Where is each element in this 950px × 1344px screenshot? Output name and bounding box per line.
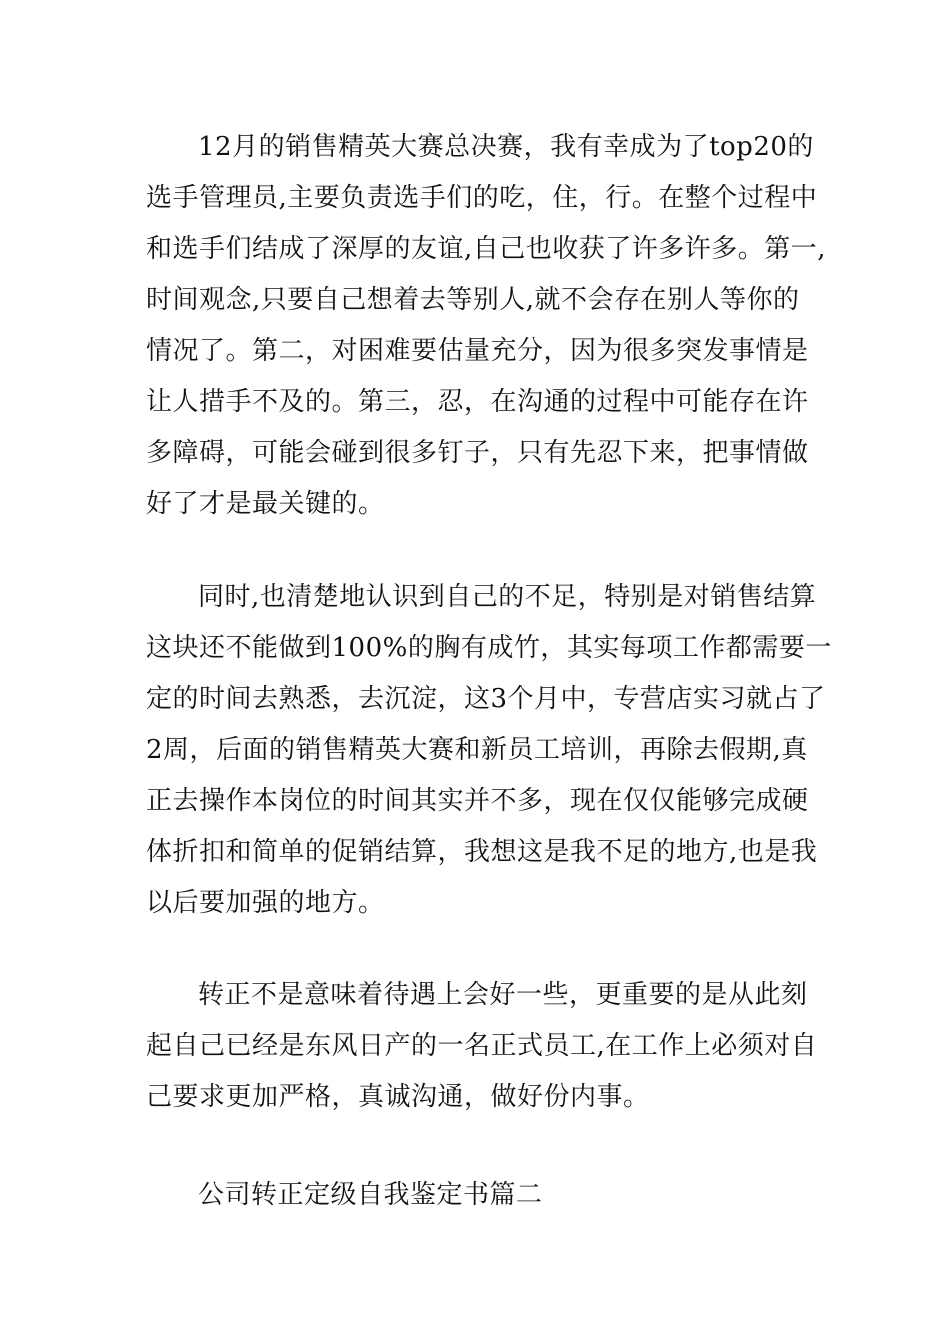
paragraph-line: 情况了。第二，对困难要估量充分，因为很多突发事情是	[146, 336, 809, 366]
paragraph-line: 己要求更加严格，真诚沟通，做好份内事。	[146, 1082, 650, 1112]
paragraph-line: 体折扣和简单的促销结算，我想这是我不足的地方,也是我	[146, 837, 818, 867]
paragraph-line: 转正不是意味着待遇上会好一些，更重要的是从此刻	[198, 980, 808, 1010]
paragraph-line: 多障碍，可能会碰到很多钉子，只有先忍下来，把事情做	[146, 438, 809, 468]
paragraph-line: 定的时间去熟悉，去沉淀，这3个月中，专营店实习就占了	[146, 684, 826, 714]
paragraph-line: 这块还不能做到100%的胸有成竹，其实每项工作都需要一	[146, 633, 832, 663]
paragraph-line: 同时,也清楚地认识到自己的不足，特别是对销售结算	[198, 582, 817, 612]
paragraph-1	[146, 122, 827, 530]
paragraph-line: 以后要加强的地方。	[146, 888, 385, 918]
section-heading	[146, 1170, 806, 1221]
paragraph-line: 让人措手不及的。第三，忍，在沟通的过程中可能存在许	[146, 387, 809, 417]
paragraph-line: 起自己已经是东风日产的一名正式员工,在工作上必须对自	[146, 1031, 818, 1061]
paragraph-line: 和选手们结成了深厚的友谊,自己也收获了许多许多。第一,	[146, 234, 827, 264]
paragraph-line: 选手管理员,主要负责选手们的吃，住，行。在整个过程中	[146, 183, 818, 213]
paragraph-line: 12月的销售精英大赛总决赛，我有幸成为了top20的	[198, 132, 814, 162]
paragraph-line: 2周，后面的销售精英大赛和新员工培训，再除去假期,真	[146, 735, 808, 765]
paragraph-line: 好了才是最关键的。	[146, 489, 385, 519]
paragraph-line: 正去操作本岗位的时间其实并不多，现在仅仅能够完成硬	[146, 786, 809, 816]
section-heading-text: 公司转正定级自我鉴定书篇二	[198, 1180, 543, 1210]
paragraph-2	[146, 572, 832, 929]
paragraph-line: 时间观念,只要自己想着去等别人,就不会存在别人等你的	[146, 285, 800, 315]
paragraph-3	[146, 970, 818, 1123]
